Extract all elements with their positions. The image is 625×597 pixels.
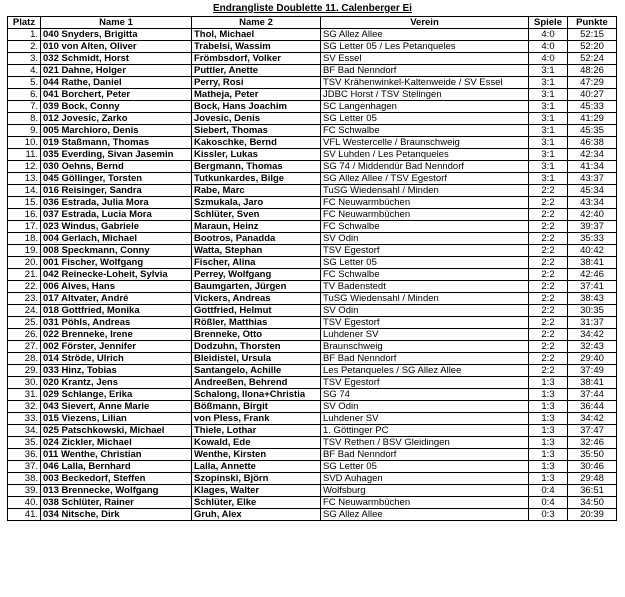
cell-punkte: 31:37 <box>568 317 617 329</box>
cell-platz: 4. <box>8 65 41 77</box>
cell-name1: 044 Rathe, Daniel <box>41 77 192 89</box>
cell-name2: Schlüter, Elke <box>192 497 321 509</box>
cell-platz: 40. <box>8 497 41 509</box>
cell-verein: FC Schwalbe <box>321 269 529 281</box>
table-row <box>8 77 617 89</box>
cell-punkte: 36:44 <box>568 401 617 413</box>
cell-name1: 039 Bock, Conny <box>41 101 192 113</box>
cell-name1: 036 Estrada, Julia Mora <box>41 197 192 209</box>
cell-platz: 39. <box>8 485 41 497</box>
cell-spiele: 2:2 <box>529 233 568 245</box>
cell-spiele: 2:2 <box>529 365 568 377</box>
table-row <box>8 65 617 77</box>
cell-verein: SV Essel <box>321 53 529 65</box>
cell-spiele: 4:0 <box>529 53 568 65</box>
cell-name1: 017 Altvater, André <box>41 293 192 305</box>
table-row <box>8 137 617 149</box>
cell-verein: TSV Egestorf <box>321 317 529 329</box>
cell-name1: 022 Brenneke, Irene <box>41 329 192 341</box>
cell-platz: 32. <box>8 401 41 413</box>
table-row <box>8 221 617 233</box>
cell-platz: 36. <box>8 449 41 461</box>
table-row <box>8 101 617 113</box>
cell-verein: SV Odin <box>321 305 529 317</box>
header-spiele: Spiele <box>529 17 568 29</box>
cell-name2: Frömbsdorf, Volker <box>192 53 321 65</box>
cell-spiele: 2:2 <box>529 353 568 365</box>
cell-punkte: 32:46 <box>568 437 617 449</box>
cell-punkte: 34:42 <box>568 329 617 341</box>
cell-name2: Watta, Stephan <box>192 245 321 257</box>
cell-platz: 19. <box>8 245 41 257</box>
cell-spiele: 2:2 <box>529 197 568 209</box>
cell-punkte: 45:35 <box>568 125 617 137</box>
cell-platz: 30. <box>8 377 41 389</box>
cell-platz: 22. <box>8 281 41 293</box>
cell-name1: 046 Lalla, Bernhard <box>41 461 192 473</box>
cell-verein: TuSG Wiedensahl / Minden <box>321 293 529 305</box>
cell-name2: Bergmann, Thomas <box>192 161 321 173</box>
cell-platz: 29. <box>8 365 41 377</box>
document-title: Endrangliste Doublette 11. Calenberger Ei <box>213 3 412 14</box>
cell-punkte: 34:50 <box>568 497 617 509</box>
cell-name2: Tutkunkardes, Bilge <box>192 173 321 185</box>
cell-punkte: 37:49 <box>568 365 617 377</box>
header-punkte: Punkte <box>568 17 617 29</box>
cell-platz: 6. <box>8 89 41 101</box>
table-row <box>8 29 617 41</box>
cell-punkte: 20:39 <box>568 509 617 521</box>
cell-name1: 004 Gerlach, Michael <box>41 233 192 245</box>
cell-verein: JDBC Horst / TSV Stelingen <box>321 89 529 101</box>
cell-name1: 025 Patschkowski, Michael <box>41 425 192 437</box>
cell-platz: 12. <box>8 161 41 173</box>
cell-name1: 035 Everding, Sivan Jasemin <box>41 149 192 161</box>
cell-punkte: 52:20 <box>568 41 617 53</box>
cell-verein: FC Neuwarmbüchen <box>321 497 529 509</box>
cell-platz: 14. <box>8 185 41 197</box>
cell-verein: SG Letter 05 <box>321 257 529 269</box>
cell-platz: 28. <box>8 353 41 365</box>
cell-spiele: 3:1 <box>529 101 568 113</box>
cell-platz: 2. <box>8 41 41 53</box>
cell-platz: 11. <box>8 149 41 161</box>
table-row <box>8 281 617 293</box>
cell-spiele: 1:3 <box>529 425 568 437</box>
cell-punkte: 42:34 <box>568 149 617 161</box>
cell-platz: 9. <box>8 125 41 137</box>
cell-spiele: 3:1 <box>529 137 568 149</box>
cell-verein: SG Allez Allee <box>321 509 529 521</box>
header-name1: Name 1 <box>41 17 192 29</box>
cell-verein: FC Schwalbe <box>321 125 529 137</box>
cell-spiele: 2:2 <box>529 305 568 317</box>
cell-punkte: 39:37 <box>568 221 617 233</box>
cell-name2: Rabe, Marc <box>192 185 321 197</box>
cell-punkte: 47:29 <box>568 77 617 89</box>
cell-name1: 001 Fischer, Wolfgang <box>41 257 192 269</box>
cell-spiele: 2:2 <box>529 185 568 197</box>
cell-platz: 37. <box>8 461 41 473</box>
cell-verein: SC Langenhagen <box>321 101 529 113</box>
cell-verein: SG Letter 05 <box>321 461 529 473</box>
table-row <box>8 425 617 437</box>
cell-verein: TSV Egestorf <box>321 377 529 389</box>
cell-spiele: 2:2 <box>529 209 568 221</box>
cell-punkte: 38:41 <box>568 377 617 389</box>
cell-name2: Klages, Walter <box>192 485 321 497</box>
cell-name2: Brenneke, Otto <box>192 329 321 341</box>
cell-name1: 008 Speckmann, Conny <box>41 245 192 257</box>
cell-verein: FC Neuwarmbüchen <box>321 197 529 209</box>
table-row <box>8 413 617 425</box>
cell-spiele: 3:1 <box>529 65 568 77</box>
cell-verein: SV Odin <box>321 401 529 413</box>
cell-spiele: 3:1 <box>529 89 568 101</box>
cell-punkte: 40:27 <box>568 89 617 101</box>
cell-platz: 18. <box>8 233 41 245</box>
cell-name1: 006 Alves, Hans <box>41 281 192 293</box>
cell-name1: 038 Schlüter, Rainer <box>41 497 192 509</box>
cell-verein: SG Allez Allee / TSV Egestorf <box>321 173 529 185</box>
cell-spiele: 2:2 <box>529 245 568 257</box>
cell-name2: Schlüter, Sven <box>192 209 321 221</box>
table-row <box>8 509 617 521</box>
cell-name2: Bleidistel, Ursula <box>192 353 321 365</box>
cell-punkte: 32:43 <box>568 341 617 353</box>
cell-platz: 20. <box>8 257 41 269</box>
cell-spiele: 2:2 <box>529 293 568 305</box>
cell-name1: 040 Snyders, Brigitta <box>41 29 192 41</box>
cell-name1: 045 Göllinger, Torsten <box>41 173 192 185</box>
cell-name2: Szopinski, Björn <box>192 473 321 485</box>
table-row <box>8 41 617 53</box>
cell-platz: 7. <box>8 101 41 113</box>
table-row <box>8 89 617 101</box>
header-verein: Verein <box>321 17 529 29</box>
table-row <box>8 473 617 485</box>
cell-spiele: 3:1 <box>529 77 568 89</box>
cell-punkte: 36:51 <box>568 485 617 497</box>
cell-name1: 003 Beckedorf, Steffen <box>41 473 192 485</box>
cell-name1: 010 von Alten, Oliver <box>41 41 192 53</box>
cell-spiele: 1:3 <box>529 461 568 473</box>
cell-name2: Bößmann, Birgit <box>192 401 321 413</box>
table-row <box>8 389 617 401</box>
cell-name2: Perry, Rosi <box>192 77 321 89</box>
cell-punkte: 46:38 <box>568 137 617 149</box>
cell-verein: SV Luhden / Les Petanqueles <box>321 149 529 161</box>
cell-name1: 020 Krantz, Jens <box>41 377 192 389</box>
cell-verein: Les Petanqueles / SG Allez Allee <box>321 365 529 377</box>
cell-platz: 21. <box>8 269 41 281</box>
cell-punkte: 35:50 <box>568 449 617 461</box>
table-row <box>8 449 617 461</box>
cell-spiele: 2:2 <box>529 317 568 329</box>
cell-platz: 26. <box>8 329 41 341</box>
cell-name1: 021 Dahne, Holger <box>41 65 192 77</box>
cell-spiele: 3:1 <box>529 125 568 137</box>
table-row <box>8 293 617 305</box>
cell-punkte: 29:48 <box>568 473 617 485</box>
cell-name2: Bock, Hans Joachim <box>192 101 321 113</box>
table-row <box>8 197 617 209</box>
cell-name2: Bootros, Panadda <box>192 233 321 245</box>
cell-verein: BF Bad Nenndorf <box>321 65 529 77</box>
cell-platz: 33. <box>8 413 41 425</box>
cell-name1: 019 Staßmann, Thomas <box>41 137 192 149</box>
header-name2: Name 2 <box>192 17 321 29</box>
cell-punkte: 35:33 <box>568 233 617 245</box>
cell-spiele: 1:3 <box>529 449 568 461</box>
cell-punkte: 43:34 <box>568 197 617 209</box>
header-platz: Platz <box>8 17 41 29</box>
cell-spiele: 2:2 <box>529 341 568 353</box>
cell-punkte: 45:34 <box>568 185 617 197</box>
cell-punkte: 52:15 <box>568 29 617 41</box>
table-row <box>8 329 617 341</box>
cell-platz: 17. <box>8 221 41 233</box>
cell-verein: FC Neuwarmbüchen <box>321 209 529 221</box>
cell-punkte: 37:41 <box>568 281 617 293</box>
table-row <box>8 257 617 269</box>
cell-punkte: 29:40 <box>568 353 617 365</box>
cell-punkte: 41:29 <box>568 113 617 125</box>
cell-name1: 013 Brennecke, Wolfgang <box>41 485 192 497</box>
cell-punkte: 34:42 <box>568 413 617 425</box>
cell-punkte: 41:34 <box>568 161 617 173</box>
cell-name1: 033 Hinz, Tobias <box>41 365 192 377</box>
cell-name1: 011 Wenthe, Christian <box>41 449 192 461</box>
cell-name1: 041 Borchert, Peter <box>41 89 192 101</box>
cell-verein: SG Letter 05 <box>321 113 529 125</box>
cell-punkte: 42:40 <box>568 209 617 221</box>
cell-name2: Kissler, Lukas <box>192 149 321 161</box>
cell-punkte: 38:43 <box>568 293 617 305</box>
cell-punkte: 45:33 <box>568 101 617 113</box>
table-header-row <box>8 17 617 29</box>
cell-name2: Gottfried, Helmut <box>192 305 321 317</box>
cell-name1: 031 Pöhls, Andreas <box>41 317 192 329</box>
cell-spiele: 1:3 <box>529 437 568 449</box>
cell-name2: Dodzuhn, Thorsten <box>192 341 321 353</box>
cell-spiele: 1:3 <box>529 413 568 425</box>
table-row <box>8 461 617 473</box>
cell-platz: 25. <box>8 317 41 329</box>
cell-spiele: 1:3 <box>529 473 568 485</box>
cell-punkte: 40:42 <box>568 245 617 257</box>
table-row <box>8 173 617 185</box>
cell-verein: SVD Auhagen <box>321 473 529 485</box>
cell-spiele: 3:1 <box>529 113 568 125</box>
cell-spiele: 4:0 <box>529 41 568 53</box>
cell-punkte: 30:35 <box>568 305 617 317</box>
cell-name1: 032 Schmidt, Horst <box>41 53 192 65</box>
cell-name1: 029 Schlange, Erika <box>41 389 192 401</box>
table-row <box>8 125 617 137</box>
cell-name1: 005 Marchioro, Denis <box>41 125 192 137</box>
cell-name2: Trabelsi, Wassim <box>192 41 321 53</box>
cell-spiele: 0:4 <box>529 497 568 509</box>
cell-punkte: 43:37 <box>568 173 617 185</box>
cell-name1: 043 Sievert, Anne Marie <box>41 401 192 413</box>
cell-verein: Wolfsburg <box>321 485 529 497</box>
cell-name1: 016 Reisinger, Sandra <box>41 185 192 197</box>
cell-platz: 8. <box>8 113 41 125</box>
cell-spiele: 3:1 <box>529 161 568 173</box>
cell-platz: 10. <box>8 137 41 149</box>
cell-name2: Kowald, Ede <box>192 437 321 449</box>
table-row <box>8 377 617 389</box>
cell-verein: SG Letter 05 / Les Petanqueles <box>321 41 529 53</box>
cell-name2: Szmukala, Jaro <box>192 197 321 209</box>
cell-spiele: 2:2 <box>529 221 568 233</box>
cell-platz: 35. <box>8 437 41 449</box>
cell-verein: SG 74 <box>321 389 529 401</box>
cell-punkte: 30:46 <box>568 461 617 473</box>
cell-platz: 15. <box>8 197 41 209</box>
cell-spiele: 1:3 <box>529 389 568 401</box>
cell-name2: Lalla, Annette <box>192 461 321 473</box>
cell-name2: Fischer, Alina <box>192 257 321 269</box>
table-row <box>8 269 617 281</box>
cell-verein: SG Allez Allee <box>321 29 529 41</box>
cell-verein: TSV Krähenwinkel-Kaltenweide / SV Essel <box>321 77 529 89</box>
cell-name2: Thol, Michael <box>192 29 321 41</box>
table-row <box>8 209 617 221</box>
table-row <box>8 341 617 353</box>
cell-name2: Thiele, Lothar <box>192 425 321 437</box>
cell-verein: Braunschweig <box>321 341 529 353</box>
cell-name2: Siebert, Thomas <box>192 125 321 137</box>
table-row <box>8 317 617 329</box>
cell-name1: 034 Nitsche, Dirk <box>41 509 192 521</box>
cell-name2: Santangelo, Achille <box>192 365 321 377</box>
cell-spiele: 2:2 <box>529 257 568 269</box>
cell-name1: 042 Reinecke-Loheit, Sylvia <box>41 269 192 281</box>
cell-spiele: 3:1 <box>529 173 568 185</box>
cell-spiele: 2:2 <box>529 281 568 293</box>
cell-name2: Rößler, Matthias <box>192 317 321 329</box>
cell-verein: TV Badenstedt <box>321 281 529 293</box>
cell-spiele: 4:0 <box>529 29 568 41</box>
cell-platz: 13. <box>8 173 41 185</box>
cell-platz: 24. <box>8 305 41 317</box>
cell-verein: BF Bad Nenndorf <box>321 353 529 365</box>
cell-punkte: 37:47 <box>568 425 617 437</box>
cell-name2: Wenthe, Kirsten <box>192 449 321 461</box>
table-row <box>8 353 617 365</box>
table-row <box>8 245 617 257</box>
cell-name1: 018 Gottfried, Monika <box>41 305 192 317</box>
cell-platz: 23. <box>8 293 41 305</box>
ranking-table <box>7 16 617 521</box>
cell-name2: Matheja, Peter <box>192 89 321 101</box>
cell-platz: 31. <box>8 389 41 401</box>
cell-verein: SG 74 / Middendür Bad Nenndorf <box>321 161 529 173</box>
cell-spiele: 2:2 <box>529 269 568 281</box>
cell-spiele: 3:1 <box>529 149 568 161</box>
cell-name2: von Pless, Frank <box>192 413 321 425</box>
cell-name1: 002 Förster, Jennifer <box>41 341 192 353</box>
cell-verein: Luhdener SV <box>321 329 529 341</box>
cell-punkte: 52:24 <box>568 53 617 65</box>
table-row <box>8 53 617 65</box>
cell-platz: 1. <box>8 29 41 41</box>
cell-platz: 3. <box>8 53 41 65</box>
cell-verein: Luhdener SV <box>321 413 529 425</box>
cell-name1: 014 Ströde, Ulrich <box>41 353 192 365</box>
cell-verein: FC Schwalbe <box>321 221 529 233</box>
cell-platz: 27. <box>8 341 41 353</box>
cell-spiele: 1:3 <box>529 401 568 413</box>
cell-platz: 16. <box>8 209 41 221</box>
cell-name2: Vickers, Andreas <box>192 293 321 305</box>
cell-punkte: 37:44 <box>568 389 617 401</box>
cell-spiele: 2:2 <box>529 329 568 341</box>
cell-name1: 024 Zickler, Michael <box>41 437 192 449</box>
cell-name2: Gruh, Alex <box>192 509 321 521</box>
cell-verein: VFL Westercelle / Braunschweig <box>321 137 529 149</box>
table-row <box>8 113 617 125</box>
cell-name1: 015 Viezens, Lilian <box>41 413 192 425</box>
cell-name1: 012 Jovesic, Zarko <box>41 113 192 125</box>
cell-platz: 34. <box>8 425 41 437</box>
cell-verein: TuSG Wiedensahl / Minden <box>321 185 529 197</box>
table-row <box>8 185 617 197</box>
cell-name2: Andreeßen, Behrend <box>192 377 321 389</box>
table-row <box>8 437 617 449</box>
ranking-body <box>8 29 617 521</box>
cell-spiele: 0:3 <box>529 509 568 521</box>
table-row <box>8 401 617 413</box>
table-row <box>8 161 617 173</box>
cell-name2: Jovesic, Denis <box>192 113 321 125</box>
cell-name1: 023 Windus, Gabriele <box>41 221 192 233</box>
cell-platz: 38. <box>8 473 41 485</box>
cell-name2: Perrey, Wolfgang <box>192 269 321 281</box>
cell-name2: Baumgarten, Jürgen <box>192 281 321 293</box>
cell-platz: 5. <box>8 77 41 89</box>
cell-verein: TSV Egestorf <box>321 245 529 257</box>
cell-verein: TSV Rethen / BSV Gleidingen <box>321 437 529 449</box>
table-row <box>8 149 617 161</box>
cell-punkte: 38:41 <box>568 257 617 269</box>
cell-name2: Kakoschke, Bernd <box>192 137 321 149</box>
table-row <box>8 365 617 377</box>
cell-name1: 030 Oehns, Bernd <box>41 161 192 173</box>
cell-punkte: 42:46 <box>568 269 617 281</box>
cell-platz: 41. <box>8 509 41 521</box>
cell-verein: BF Bad Nenndorf <box>321 449 529 461</box>
cell-spiele: 0:4 <box>529 485 568 497</box>
table-row <box>8 305 617 317</box>
table-row <box>8 497 617 509</box>
cell-punkte: 48:26 <box>568 65 617 77</box>
table-row <box>8 233 617 245</box>
cell-spiele: 1:3 <box>529 377 568 389</box>
cell-name2: Schalong, Ilona+Christia <box>192 389 321 401</box>
cell-verein: 1. Göttinger PC <box>321 425 529 437</box>
table-row <box>8 485 617 497</box>
cell-name2: Puttler, Anette <box>192 65 321 77</box>
cell-name1: 037 Estrada, Lucia Mora <box>41 209 192 221</box>
cell-name2: Maraun, Heinz <box>192 221 321 233</box>
cell-verein: SV Odin <box>321 233 529 245</box>
